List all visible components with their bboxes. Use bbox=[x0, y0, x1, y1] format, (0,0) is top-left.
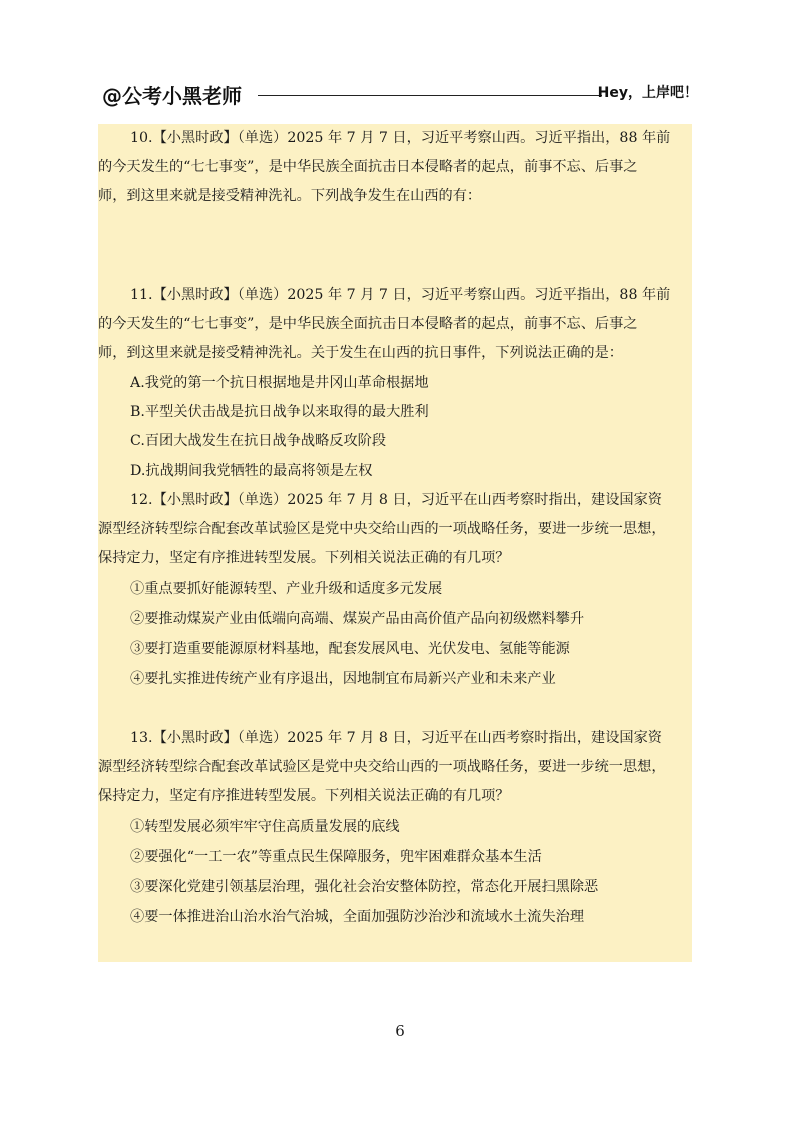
question-12-item-3: ③要打造重要能源原材料基地，配套发展风电、光伏发电、氢能等能源 bbox=[130, 641, 570, 657]
question-11-choice-c: C.百团大战发生在抗日战争战略反攻阶段 bbox=[130, 433, 387, 449]
question-10-line-3: 师，到这里来就是接受精神洗礼。下列战争发生在山西的有： bbox=[98, 188, 482, 204]
question-13-line-3: 保持定力，坚定有序推进转型发展。下列相关说法正确的有几项？ bbox=[98, 788, 510, 804]
question-11-line-1: 11.【小黑时政】（单选）2025 年 7 月 7 日，习近平考察山西。习近平指出，88 年前 bbox=[130, 287, 671, 303]
page-header bbox=[102, 76, 698, 106]
question-13-line-1: 13.【小黑时政】（单选）2025 年 7 月 8 日，习近平在山西考察时指出，建设国家资 bbox=[130, 730, 662, 746]
brand-title: @公考小黑老师 bbox=[102, 84, 242, 108]
question-12-line-1: 12.【小黑时政】（单选）2025 年 7 月 8 日，习近平在山西考察时指出，建设国家资 bbox=[130, 492, 662, 508]
question-13-item-4: ④要一体推进治山治水治气治城，全面加强防沙治沙和流域水土流失治理 bbox=[130, 909, 585, 925]
question-10-line-2: 的今天发生的“七七事变”，是中华民族全面抗击日本侵略者的起点，前事不忘、后事之 bbox=[98, 159, 638, 175]
header-rule bbox=[258, 95, 602, 96]
question-12-item-2: ②要推动煤炭产业由低端向高端、煤炭产品由高价值产品向初级燃料攀升 bbox=[130, 611, 585, 627]
question-11-line-2: 的今天发生的“七七事变”，是中华民族全面抗击日本侵略者的起点，前事不忘、后事之 bbox=[98, 316, 638, 332]
question-12-item-1: ①重点要抓好能源转型、产业升级和适度多元发展 bbox=[130, 581, 443, 597]
question-panel bbox=[98, 124, 692, 962]
header-slogan: Hey，上岸吧！ bbox=[597, 85, 698, 101]
question-11-choice-b: B.平型关伏击战是抗日战争以来取得的最大胜利 bbox=[130, 404, 429, 420]
question-13-item-1: ①转型发展必须牢牢守住高质量发展的底线 bbox=[130, 819, 400, 835]
question-13-line-2: 源型经济转型综合配套改革试验区是党中央交给山西的一项战略任务，要进一步统一思想， bbox=[98, 759, 666, 775]
page-number: 6 bbox=[395, 1022, 405, 1040]
question-12-item-4: ④要扎实推进传统产业有序退出，因地制宜布局新兴产业和未来产业 bbox=[130, 671, 556, 687]
question-10-line-1: 10.【小黑时政】（单选）2025 年 7 月 7 日，习近平考察山西。习近平指出，88 年前 bbox=[130, 130, 671, 146]
question-13-item-3: ③要深化党建引领基层治理，强化社会治安整体防控，常态化开展扫黑除恶 bbox=[130, 879, 599, 895]
question-13-item-2: ②要强化“一工一农”等重点民生保障服务，兜牢困难群众基本生活 bbox=[130, 849, 542, 865]
question-12-line-3: 保持定力，坚定有序推进转型发展。下列相关说法正确的有几项？ bbox=[98, 550, 510, 566]
question-11-choice-a: A.我党的第一个抗日根据地是井冈山革命根据地 bbox=[130, 375, 429, 391]
question-11-line-3: 师，到这里来就是接受精神洗礼。关于发生在山西的抗日事件，下列说法正确的是： bbox=[98, 345, 623, 361]
question-12-line-2: 源型经济转型综合配套改革试验区是党中央交给山西的一项战略任务，要进一步统一思想， bbox=[98, 521, 666, 537]
question-11-choice-d: D.抗战期间我党牺牲的最高将领是左权 bbox=[130, 463, 373, 479]
